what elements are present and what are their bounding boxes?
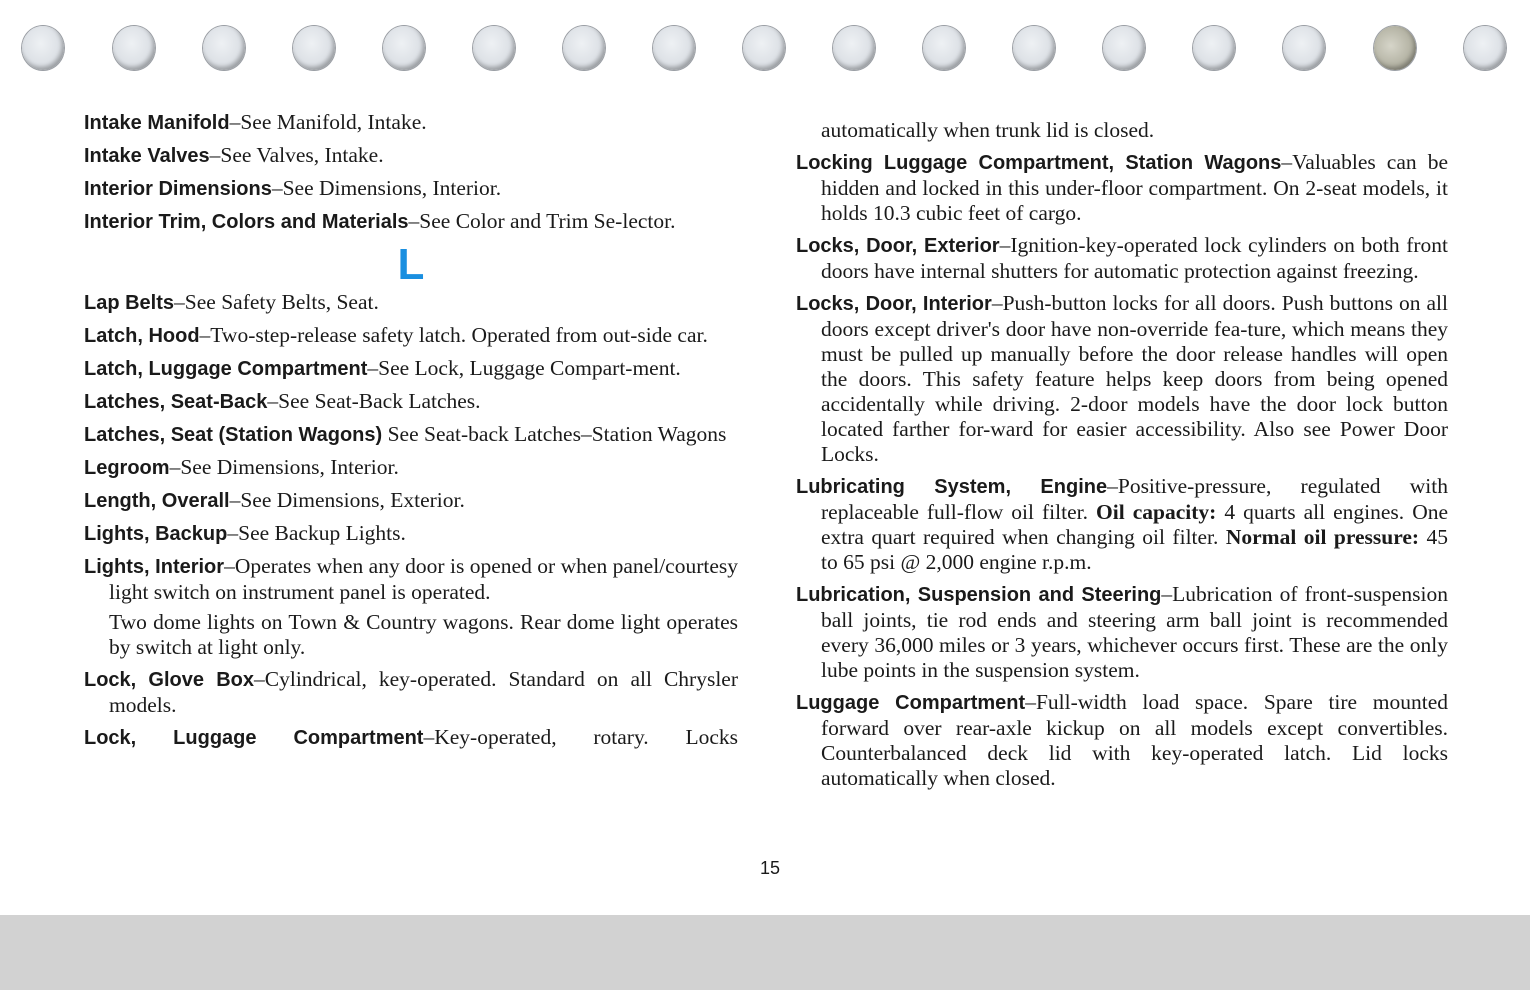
entry-text: See Lock, Luggage Compart-ment. — [378, 356, 681, 380]
index-entry — [796, 690, 1448, 791]
entry-text: Push-button locks for all doors. Push buttons on all doors except driver's door have non-override fea-ture, which means they must be pulled up manually before the door release handles will open the doors. This safety feature helps keep doors from being opened accidentally while driving. 2-door models have the door lock button located farther for-ward for easier accessibility. Also see Power Door Locks. — [821, 291, 1449, 466]
entry-text: Two dome lights on Town & Country wagons. Rear dome light operates by switch at light only. — [109, 610, 738, 659]
entry-text: Two-step-release safety latch. Operated from out-side car. — [210, 323, 708, 347]
entry-term: Lights, Interior — [84, 556, 225, 578]
entry-text: See Dimensions, Exterior. — [240, 488, 465, 512]
index-entry — [796, 582, 1448, 683]
entry-text: See Seat-Back Latches. — [278, 389, 481, 413]
entry-separator: – — [1025, 690, 1036, 714]
section-letter: L — [397, 240, 425, 289]
entry-separator: – — [367, 356, 379, 380]
entry-term: Lubricating System, Engine — [796, 476, 1108, 498]
index-entry — [796, 474, 1448, 575]
index-entry — [84, 488, 738, 514]
index-entry — [84, 356, 738, 382]
entry-term: Lubrication, Suspension and Steering — [796, 584, 1162, 606]
entry-text: See Safety Belts, Seat. — [184, 290, 379, 314]
entry-term: Intake Valves — [84, 145, 210, 167]
entry-term: Luggage Compartment — [796, 692, 1026, 714]
entry-separator: – — [408, 209, 420, 233]
binder-hole-icon — [293, 26, 335, 70]
binder-hole-icon — [203, 26, 245, 70]
entry-text: See Seat-back Latches–Station Wagons — [387, 422, 727, 446]
entry-separator: – — [991, 291, 1003, 315]
binder-hole-icon — [563, 26, 605, 70]
index-entry — [796, 150, 1448, 226]
entry-separator: – — [267, 389, 279, 413]
binder-hole-icon — [22, 26, 64, 70]
index-entry — [84, 725, 738, 751]
entry-term: Latch, Hood — [84, 325, 200, 347]
index-entry — [796, 291, 1448, 467]
binder-hole-icon — [923, 26, 965, 70]
binder-holes — [0, 26, 1530, 76]
right-column — [796, 118, 1448, 798]
entry-text: See Dimensions, Interior. — [180, 455, 399, 479]
entry-separator: – — [254, 667, 265, 691]
entry-text: Lubrication of front-suspension ball joints, tie rod ends and steering arm ball joint is recommended every 36,000 miles or 3 years, whichever occurs first. These are the only lube points in the suspension system. — [821, 582, 1449, 682]
entry-separator: – — [423, 725, 435, 749]
entry-text: Cylindrical, key-operated. Standard on all Chrysler models. — [109, 667, 738, 717]
entry-text: See Backup Lights. — [238, 521, 406, 545]
left-column — [84, 110, 738, 758]
entry-continued-text: automatically when trunk lid is closed. — [821, 118, 1155, 142]
index-entry — [84, 323, 738, 349]
index-entry — [796, 233, 1448, 284]
entry-term: Legroom — [84, 457, 170, 479]
entry-term: Locks, Door, Interior — [796, 293, 992, 315]
entry-separator: – — [227, 521, 239, 545]
binder-hole-icon — [383, 26, 425, 70]
entry-separator: – — [209, 143, 221, 167]
binder-hole-icon — [1374, 26, 1416, 70]
entry-separator: – — [169, 455, 181, 479]
index-entry — [84, 290, 738, 316]
entry-term: Length, Overall — [84, 490, 230, 512]
entry-text: See Valves, Intake. — [220, 143, 384, 167]
index-entry — [84, 521, 738, 547]
entry-text: Key-operated, rotary. Locks — [434, 725, 738, 749]
entry-term: Locks, Door, Exterior — [796, 235, 1000, 257]
entry-text: Ignition-key-operated lock cylinders on both front doors have internal shutters for automatic protection against freezing. — [821, 233, 1449, 283]
entry-term: Latches, Seat (Station Wagons) — [84, 424, 383, 446]
binder-hole-icon — [833, 26, 875, 70]
entry-text: See Dimensions, Interior. — [282, 176, 502, 200]
entry-term: Lights, Backup — [84, 523, 228, 545]
entry-text: Full-width load space. Spare tire mounted forward over rear-axle kickup on all models except convertibles. Counterbalanced deck lid with key-operated latch. Lid locks automatically when closed. — [821, 690, 1448, 790]
entry-text: See Manifold, Intake. — [240, 110, 427, 134]
entry-term: Lap Belts — [84, 292, 175, 314]
entry-emphasis: Normal oil pressure: — [1225, 525, 1420, 549]
entry-separator: – — [224, 554, 235, 578]
index-entry — [84, 422, 738, 448]
binder-hole-icon — [113, 26, 155, 70]
entry-term: Interior Dimensions — [84, 178, 272, 200]
index-entry — [84, 455, 738, 481]
entry-term: Intake Manifold — [84, 112, 230, 134]
entry-text: See Color and Trim Se-lector. — [419, 209, 676, 233]
entry-separator: – — [1107, 474, 1118, 498]
index-entry — [84, 554, 738, 605]
index-entry — [84, 389, 738, 415]
entry-term: Lock, Glove Box — [84, 669, 254, 691]
entry-separator: – — [199, 323, 211, 347]
index-entry — [84, 667, 738, 718]
entry-emphasis: Oil capacity: — [1096, 500, 1217, 524]
index-entry — [84, 143, 738, 169]
entry-separator: – — [271, 176, 283, 200]
entry-separator: – — [229, 488, 241, 512]
index-entry — [84, 176, 738, 202]
entry-term: Locking Luggage Compartment, Station Wagons — [796, 152, 1282, 174]
binder-hole-icon — [1193, 26, 1235, 70]
binder-hole-icon — [473, 26, 515, 70]
entry-term: Lock, Luggage Compartment — [84, 727, 424, 749]
binder-hole-icon — [1283, 26, 1325, 70]
binder-hole-icon — [743, 26, 785, 70]
entry-term: Latch, Luggage Compartment — [84, 358, 368, 380]
index-entry-continuation — [84, 610, 738, 660]
entry-term: Latches, Seat-Back — [84, 391, 268, 413]
binder-hole-icon — [1013, 26, 1055, 70]
binder-hole-icon — [1464, 26, 1506, 70]
entry-separator: – — [174, 290, 185, 314]
entry-text: Positive-pressure, regulated with replaceable full-flow oil filter. — [821, 474, 1448, 524]
binder-hole-icon — [653, 26, 695, 70]
index-entry — [84, 110, 738, 136]
binder-hole-icon — [1103, 26, 1145, 70]
entry-text: 45 to 65 psi @ 2,000 engine r.p.m. — [821, 525, 1448, 574]
entry-separator: – — [1161, 582, 1173, 606]
entry-text: Valuables can be hidden and locked in this under-floor compartment. On 2-seat models, it holds 10.3 cubic feet of cargo. — [821, 150, 1448, 225]
entry-separator: – — [1281, 150, 1293, 174]
page-number: 15 — [759, 858, 781, 878]
entry-text: 4 quarts all engines. One extra quart required when changing oil filter. — [821, 500, 1449, 549]
entry-term: Interior Trim, Colors and Materials — [84, 211, 409, 233]
index-entry — [84, 209, 738, 235]
entry-separator: – — [999, 233, 1011, 257]
entry-text: Operates when any door is opened or when panel/courtesy light switch on instrument panel is operated. — [109, 554, 738, 604]
entry-separator: – — [229, 110, 241, 134]
